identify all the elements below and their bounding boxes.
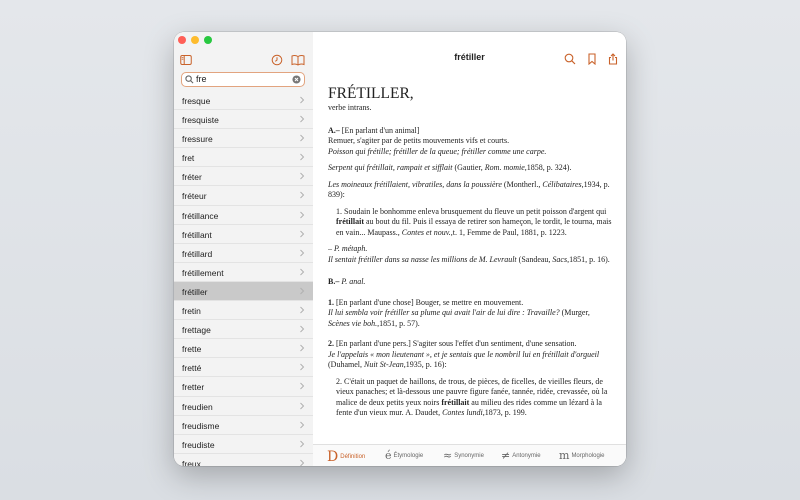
definition-content: [328, 82, 613, 444]
word-list-item-label: frette: [182, 344, 202, 355]
example-work: Nuit St-Jean: [364, 360, 404, 369]
chevron-right-icon: [299, 402, 305, 410]
share-icon[interactable]: [607, 52, 619, 64]
word-list-item[interactable]: [174, 167, 313, 186]
section-b2-head: [En parlant d'une pers.] S'agiter sous l'effet d'un sentiment, d'une sensation.: [336, 339, 577, 348]
word-list-item[interactable]: [174, 397, 313, 416]
word-list: [174, 91, 313, 466]
chevron-right-icon: [299, 440, 305, 448]
word-list-item[interactable]: [174, 301, 313, 320]
chevron-right-icon: [299, 325, 305, 333]
section-b-heading: [328, 277, 613, 288]
tab-label: Définition: [340, 454, 366, 460]
tab-label: Étymologie: [393, 453, 424, 459]
chevron-right-icon: [299, 191, 305, 199]
example-ref: ,1858, p. 324).: [524, 163, 572, 172]
section-b-head: P. anal.: [341, 277, 366, 286]
tab-glyph-icon: D: [327, 449, 339, 465]
quote-text: au bout du fil. Puis il essaya de retirer son hameçon, le tordit, le tourna, mais en vain... Maupass.,: [336, 217, 612, 237]
search-input[interactable]: [196, 73, 290, 85]
example-work: Rom. momie: [484, 163, 525, 172]
chevron-right-icon: [299, 211, 305, 219]
quote-ref: ,1873, p. 199.: [482, 408, 527, 417]
search-icon: [185, 75, 194, 84]
section-b2: [328, 339, 613, 371]
minimize-window-button[interactable]: [191, 36, 199, 44]
chevron-right-icon: [299, 287, 305, 295]
word-list-item-label: fréter: [182, 172, 202, 183]
example-work: Célibataires: [542, 179, 582, 189]
metaphor-label: – P. métaph.: [328, 244, 368, 253]
example-work: Sacs: [552, 254, 568, 264]
section-a-label: A.–: [328, 125, 342, 135]
chevron-right-icon: [299, 230, 305, 238]
tab-definition[interactable]: [327, 449, 365, 463]
example-text: Serpent qui frétillait, rampait et sifflait: [328, 163, 453, 172]
tab-glyph-icon: ≈: [443, 449, 453, 462]
word-list-item[interactable]: [174, 244, 313, 263]
section-b1: [328, 298, 613, 330]
word-list-item-label: fressure: [182, 134, 213, 145]
example-ref: ,1851, p. 57).: [377, 318, 420, 328]
sidebar: [174, 32, 314, 466]
page-title: frétiller: [454, 52, 485, 62]
tab-glyph-icon: é: [385, 449, 392, 462]
word-list-item[interactable]: [174, 110, 313, 129]
word-list-item-label: freux: [182, 458, 201, 466]
tab-glyph-icon: m: [559, 449, 570, 462]
tab-label: Morphologie: [571, 453, 605, 459]
bookmark-icon[interactable]: [586, 52, 598, 64]
word-list-item[interactable]: [174, 186, 313, 205]
word-list-item[interactable]: [174, 454, 313, 466]
quote-work: Contes lundi: [442, 408, 483, 417]
sidebar-toggle-icon[interactable]: [180, 53, 196, 69]
example-source: (Gautier,: [452, 163, 485, 172]
clock-icon[interactable]: [271, 53, 287, 69]
example-text: Il lui sembla voir frétiller sa plume qui avait l'air de lui dire : Travaille?: [328, 308, 560, 317]
sidebar-toolbar: [174, 53, 313, 73]
quote-keyword: frétillait: [441, 397, 470, 407]
example-text: Les moineaux frétillaient, vibratiles, dans la poussière: [328, 179, 502, 189]
tab-label: Synonymie: [454, 453, 484, 459]
quote-text: 1. Soudain le bonhomme enleva brusquement du fleuve un petit poisson d'argent qui: [336, 206, 607, 216]
chevron-right-icon: [299, 421, 305, 429]
chevron-right-icon: [299, 459, 305, 466]
word-list-item[interactable]: [174, 435, 313, 454]
word-list-item-label: fréteur: [182, 191, 207, 202]
quote-1: [328, 207, 613, 239]
section-a-head: [En parlant d'un animal]: [341, 125, 420, 135]
word-list-item[interactable]: [174, 206, 313, 225]
section-b1-label: 1.: [328, 297, 336, 307]
chevron-right-icon: [299, 153, 305, 161]
word-list-item-label: freudien: [182, 401, 213, 412]
word-list-item[interactable]: [174, 358, 313, 377]
example-text: Il sentait frétiller dans sa nasse les millions de M. Levrault: [328, 254, 517, 264]
main-toolbar: [313, 32, 626, 82]
example-source: (Duhamel,: [328, 360, 364, 369]
chevron-right-icon: [299, 382, 305, 390]
word-list-item-label: frétillance: [182, 210, 219, 221]
word-list-item-label: frétillard: [182, 248, 213, 259]
tab-glyph-icon: ≠: [501, 449, 511, 462]
word-list-item[interactable]: [174, 148, 313, 167]
chevron-right-icon: [299, 344, 305, 352]
example-work: Scènes vie boh.: [328, 318, 378, 328]
section-a-definition: Remuer, s'agiter par de petits mouvements vifs et courts.: [328, 136, 510, 145]
word-list-item-label: frettage: [182, 325, 211, 336]
word-list-item[interactable]: [174, 339, 313, 358]
word-list-item-label: frétiller: [182, 286, 208, 297]
word-list-item[interactable]: [174, 377, 313, 396]
example-text: Je l'appelais « mon lieutenant », et je sentais que le nombril lui en frétillait d'orgueil: [328, 349, 600, 359]
word-list-item[interactable]: [174, 282, 313, 301]
section-a-example-3: [328, 180, 613, 201]
word-list-item[interactable]: [174, 263, 313, 282]
chevron-right-icon: [299, 115, 305, 123]
section-b2-label: 2.: [328, 339, 336, 348]
word-list-item[interactable]: [174, 91, 313, 110]
chevron-right-icon: [299, 363, 305, 371]
word-list-item[interactable]: [174, 416, 313, 435]
maximize-window-button[interactable]: [204, 36, 212, 44]
tab-label: Antonymie: [512, 453, 541, 459]
word-list-item[interactable]: [174, 320, 313, 339]
tab-etymologie[interactable]: [385, 449, 423, 463]
search-icon[interactable]: [564, 52, 576, 64]
word-list-item[interactable]: [174, 129, 313, 148]
section-a-heading: [328, 126, 613, 158]
section-b-label: B.–: [328, 277, 342, 286]
word-list-item-label: fretin: [182, 306, 201, 317]
word-list-item-label: fresquiste: [182, 115, 219, 126]
chevron-right-icon: [299, 134, 305, 142]
word-list-item-label: frétillant: [182, 229, 212, 240]
tab-antonymie[interactable]: [501, 449, 541, 463]
example-ref: ,1934, p. 839):: [328, 179, 610, 199]
section-a-example-2: [328, 163, 613, 174]
chevron-right-icon: [299, 96, 305, 104]
quote-text: 2. C'était un paquet de haillons, de trous, de pièces, de ficelles, de vieilles fleurs, de vieux panaches; et là-dessous une pauvre figure fanée, tannée, ridée, crevassée, où la malice de deux petits yeux noirs: [336, 376, 608, 407]
app-window: [174, 32, 626, 466]
word-list-item[interactable]: [174, 225, 313, 244]
section-a-example-1: Poisson qui frétille; frétiller de la queue; frétiller comme une carpe.: [328, 146, 547, 156]
chevron-right-icon: [299, 306, 305, 314]
word-list-item-label: fretter: [182, 382, 205, 393]
word-list-item-label: freudisme: [182, 420, 220, 431]
quote-text: au milieu des rides comme un lézard à la fente d'un vieux mur. A. Daudet,: [336, 397, 602, 417]
part-of-speech: verbe intrans.: [328, 103, 372, 112]
example-source: (Montherl.,: [501, 179, 543, 189]
clear-search-icon[interactable]: [292, 75, 301, 84]
metaphor-subsection: [328, 244, 613, 265]
search-field[interactable]: [181, 72, 305, 87]
tab-synonymie[interactable]: [443, 449, 484, 463]
window-controls: [178, 36, 212, 44]
headword: FRÉTILLER,: [328, 85, 414, 102]
quote-2: [328, 377, 613, 419]
example-ref: ,1935, p. 16):: [403, 360, 447, 369]
bottom-tab-bar: [313, 444, 626, 466]
example-source: (Sandeau,: [516, 254, 553, 264]
close-window-button[interactable]: [178, 36, 186, 44]
word-list-item-label: frétillement: [182, 267, 224, 278]
chevron-right-icon: [299, 172, 305, 180]
example-ref: ,1851, p. 16).: [567, 254, 610, 264]
word-list-item-label: fret: [182, 153, 195, 164]
book-icon[interactable]: [291, 53, 307, 69]
chevron-right-icon: [299, 249, 305, 257]
section-b1-head: [En parlant d'une chose] Bouger, se mettre en mouvement.: [336, 297, 524, 307]
quote-keyword: frétillait: [336, 217, 364, 226]
quote-ref: ,t. 1, Femme de Paul, 1881, p. 1223.: [450, 227, 567, 237]
tab-morphologie[interactable]: [559, 449, 604, 463]
main-pane: [313, 32, 626, 466]
word-list-item-label: fretté: [182, 363, 202, 374]
word-list-item-label: freudiste: [182, 439, 215, 450]
chevron-right-icon: [299, 268, 305, 276]
example-source: (Murger,: [559, 308, 590, 317]
quote-work: Contes et nouv.: [401, 227, 451, 237]
word-list-item-label: fresque: [182, 96, 211, 106]
